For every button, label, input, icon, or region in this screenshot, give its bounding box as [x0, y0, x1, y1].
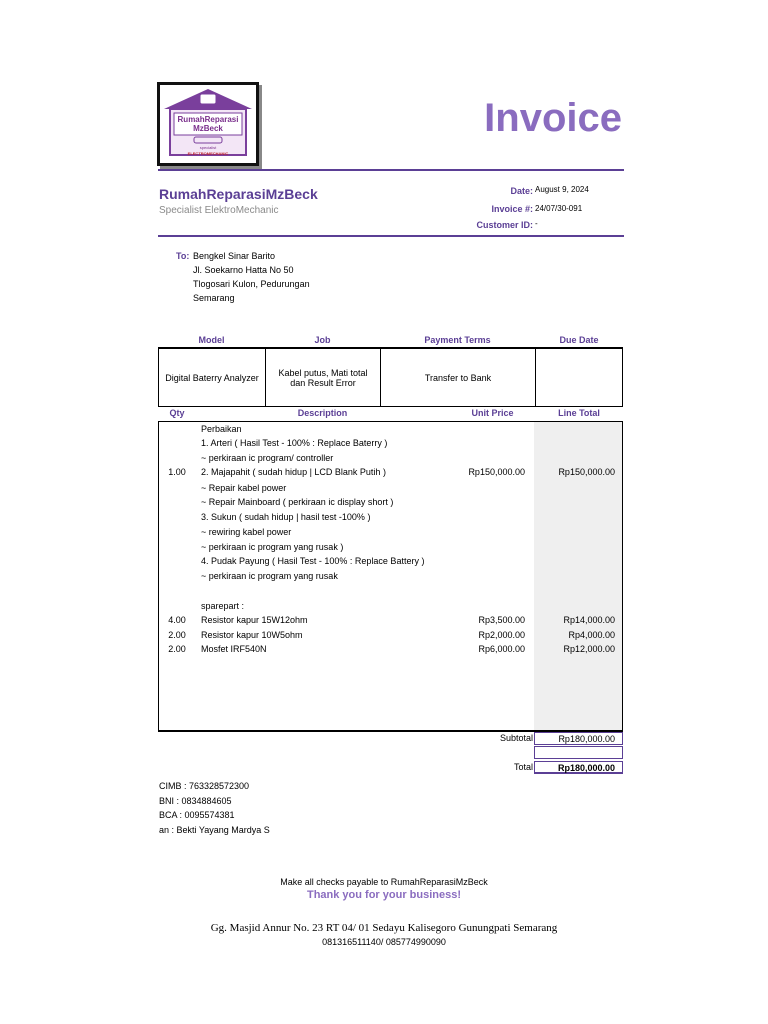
item-description: 3. Sukun ( sudah hidup | hasil test -100% ) [201, 512, 371, 522]
header-qty: Qty [169, 408, 185, 418]
header-line-total: Line Total [558, 408, 600, 418]
address-line: Tlogosari Kulon, Pedurungan [193, 279, 310, 289]
empty-summary-row [534, 746, 623, 759]
divider [158, 235, 624, 237]
logo-tag2: ELECTROMECHANIC [187, 151, 229, 156]
item-qty: 2.00 [168, 630, 186, 640]
item-unit-price: Rp150,000.00 [468, 467, 525, 477]
job-model: Digital Baterry Analyzer [159, 349, 266, 406]
item-qty: 1.00 [168, 467, 186, 477]
total-value: Rp180,000.00 [534, 761, 623, 774]
address-line: Semarang [193, 293, 235, 303]
footer-address: Gg. Masjid Annur No. 23 RT 04/ 01 Sedayu Kalisegoro Gunungpati Semarang [210, 922, 558, 934]
to-label: To: [176, 251, 190, 261]
item-description: Mosfet IRF540N [201, 644, 267, 654]
header-payment-terms: Payment Terms [424, 335, 491, 345]
item-description: 1. Arteri ( Hasil Test - 100% : Replace Baterry ) [201, 438, 388, 448]
subtotal-value: Rp180,000.00 [534, 732, 623, 745]
bank-info: BNI : 0834884605 [159, 796, 232, 806]
item-description: 4. Pudak Payung ( Hasil Test - 100% : Replace Battery ) [201, 556, 425, 566]
customer-id-label: Customer ID: [476, 220, 533, 230]
bank-info: CIMB : 763328572300 [159, 781, 250, 791]
customer-id-value: - [535, 219, 538, 228]
date-label: Date: [510, 186, 533, 196]
item-line-total: Rp4,000.00 [568, 630, 615, 640]
logo-line1: RumahReparasi [177, 115, 239, 124]
header-model: Model [198, 335, 225, 345]
item-unit-price: Rp3,500.00 [478, 615, 525, 625]
item-description: ~ rewiring kabel power [201, 527, 292, 537]
job-due-date [536, 349, 622, 406]
logo-tag1: specialist [199, 145, 217, 150]
item-description: ~ perkiraan ic program yang rusak ) [201, 542, 344, 552]
address-line: Jl. Soekarno Hatta No 50 [193, 265, 294, 275]
bank-info: BCA : 0095574381 [159, 810, 235, 820]
header-description: Description [297, 408, 348, 418]
invoice-number-label: Invoice #: [491, 204, 533, 214]
header-unit-price: Unit Price [471, 408, 514, 418]
item-description: sparepart : [201, 601, 245, 611]
header-due-date: Due Date [559, 335, 599, 345]
subtotal-label: Subtotal [499, 733, 533, 743]
bank-info: an : Bekti Yayang Mardya S [159, 825, 270, 835]
company-name: RumahReparasiMzBeck [159, 186, 318, 202]
date-value: August 9, 2024 [535, 185, 589, 194]
item-description: Resistor kapur 10W5ohm [201, 630, 303, 640]
logo-line2: MzBeck [193, 124, 223, 133]
footer-phone: 081316511140/ 085774990090 [322, 937, 446, 947]
item-description: Resistor kapur 15W12ohm [201, 615, 308, 625]
item-unit-price: Rp2,000.00 [478, 630, 525, 640]
item-line-total: Rp14,000.00 [563, 615, 615, 625]
item-line-total: Rp12,000.00 [563, 644, 615, 654]
thank-you: Thank you for your business! [306, 889, 462, 901]
job-description: Kabel putus, Mati total dan Result Error [266, 349, 381, 406]
invoice-number-value: 24/07/30-091 [535, 204, 583, 213]
divider [158, 169, 624, 171]
item-line-total: Rp150,000.00 [558, 467, 615, 477]
total-label: Total [513, 762, 533, 772]
item-description: Perbaikan [201, 424, 242, 434]
address-line: Bengkel Sinar Barito [193, 251, 276, 261]
company-logo [157, 82, 259, 166]
header-job: Job [314, 335, 331, 345]
company-tagline: Specialist ElektroMechanic [159, 205, 279, 216]
item-qty: 2.00 [168, 644, 186, 654]
item-description: ~ perkiraan ic program yang rusak [201, 571, 338, 581]
job-table [158, 347, 623, 407]
item-description: 2. Majapahit ( sudah hidup | LCD Blank Putih ) [201, 467, 386, 477]
item-unit-price: Rp6,000.00 [478, 644, 525, 654]
checks-note: Make all checks payable to RumahReparasiMzBeck [280, 877, 488, 887]
item-qty: 4.00 [168, 615, 186, 625]
job-payment-terms: Transfer to Bank [381, 349, 536, 406]
item-description: ~ Repair kabel power [201, 483, 287, 493]
item-description: ~ Repair Mainboard ( perkiraan ic display short ) [201, 497, 394, 507]
item-description: ~ perkiraan ic program/ controller [201, 453, 334, 463]
invoice-title: Invoice [484, 96, 622, 140]
